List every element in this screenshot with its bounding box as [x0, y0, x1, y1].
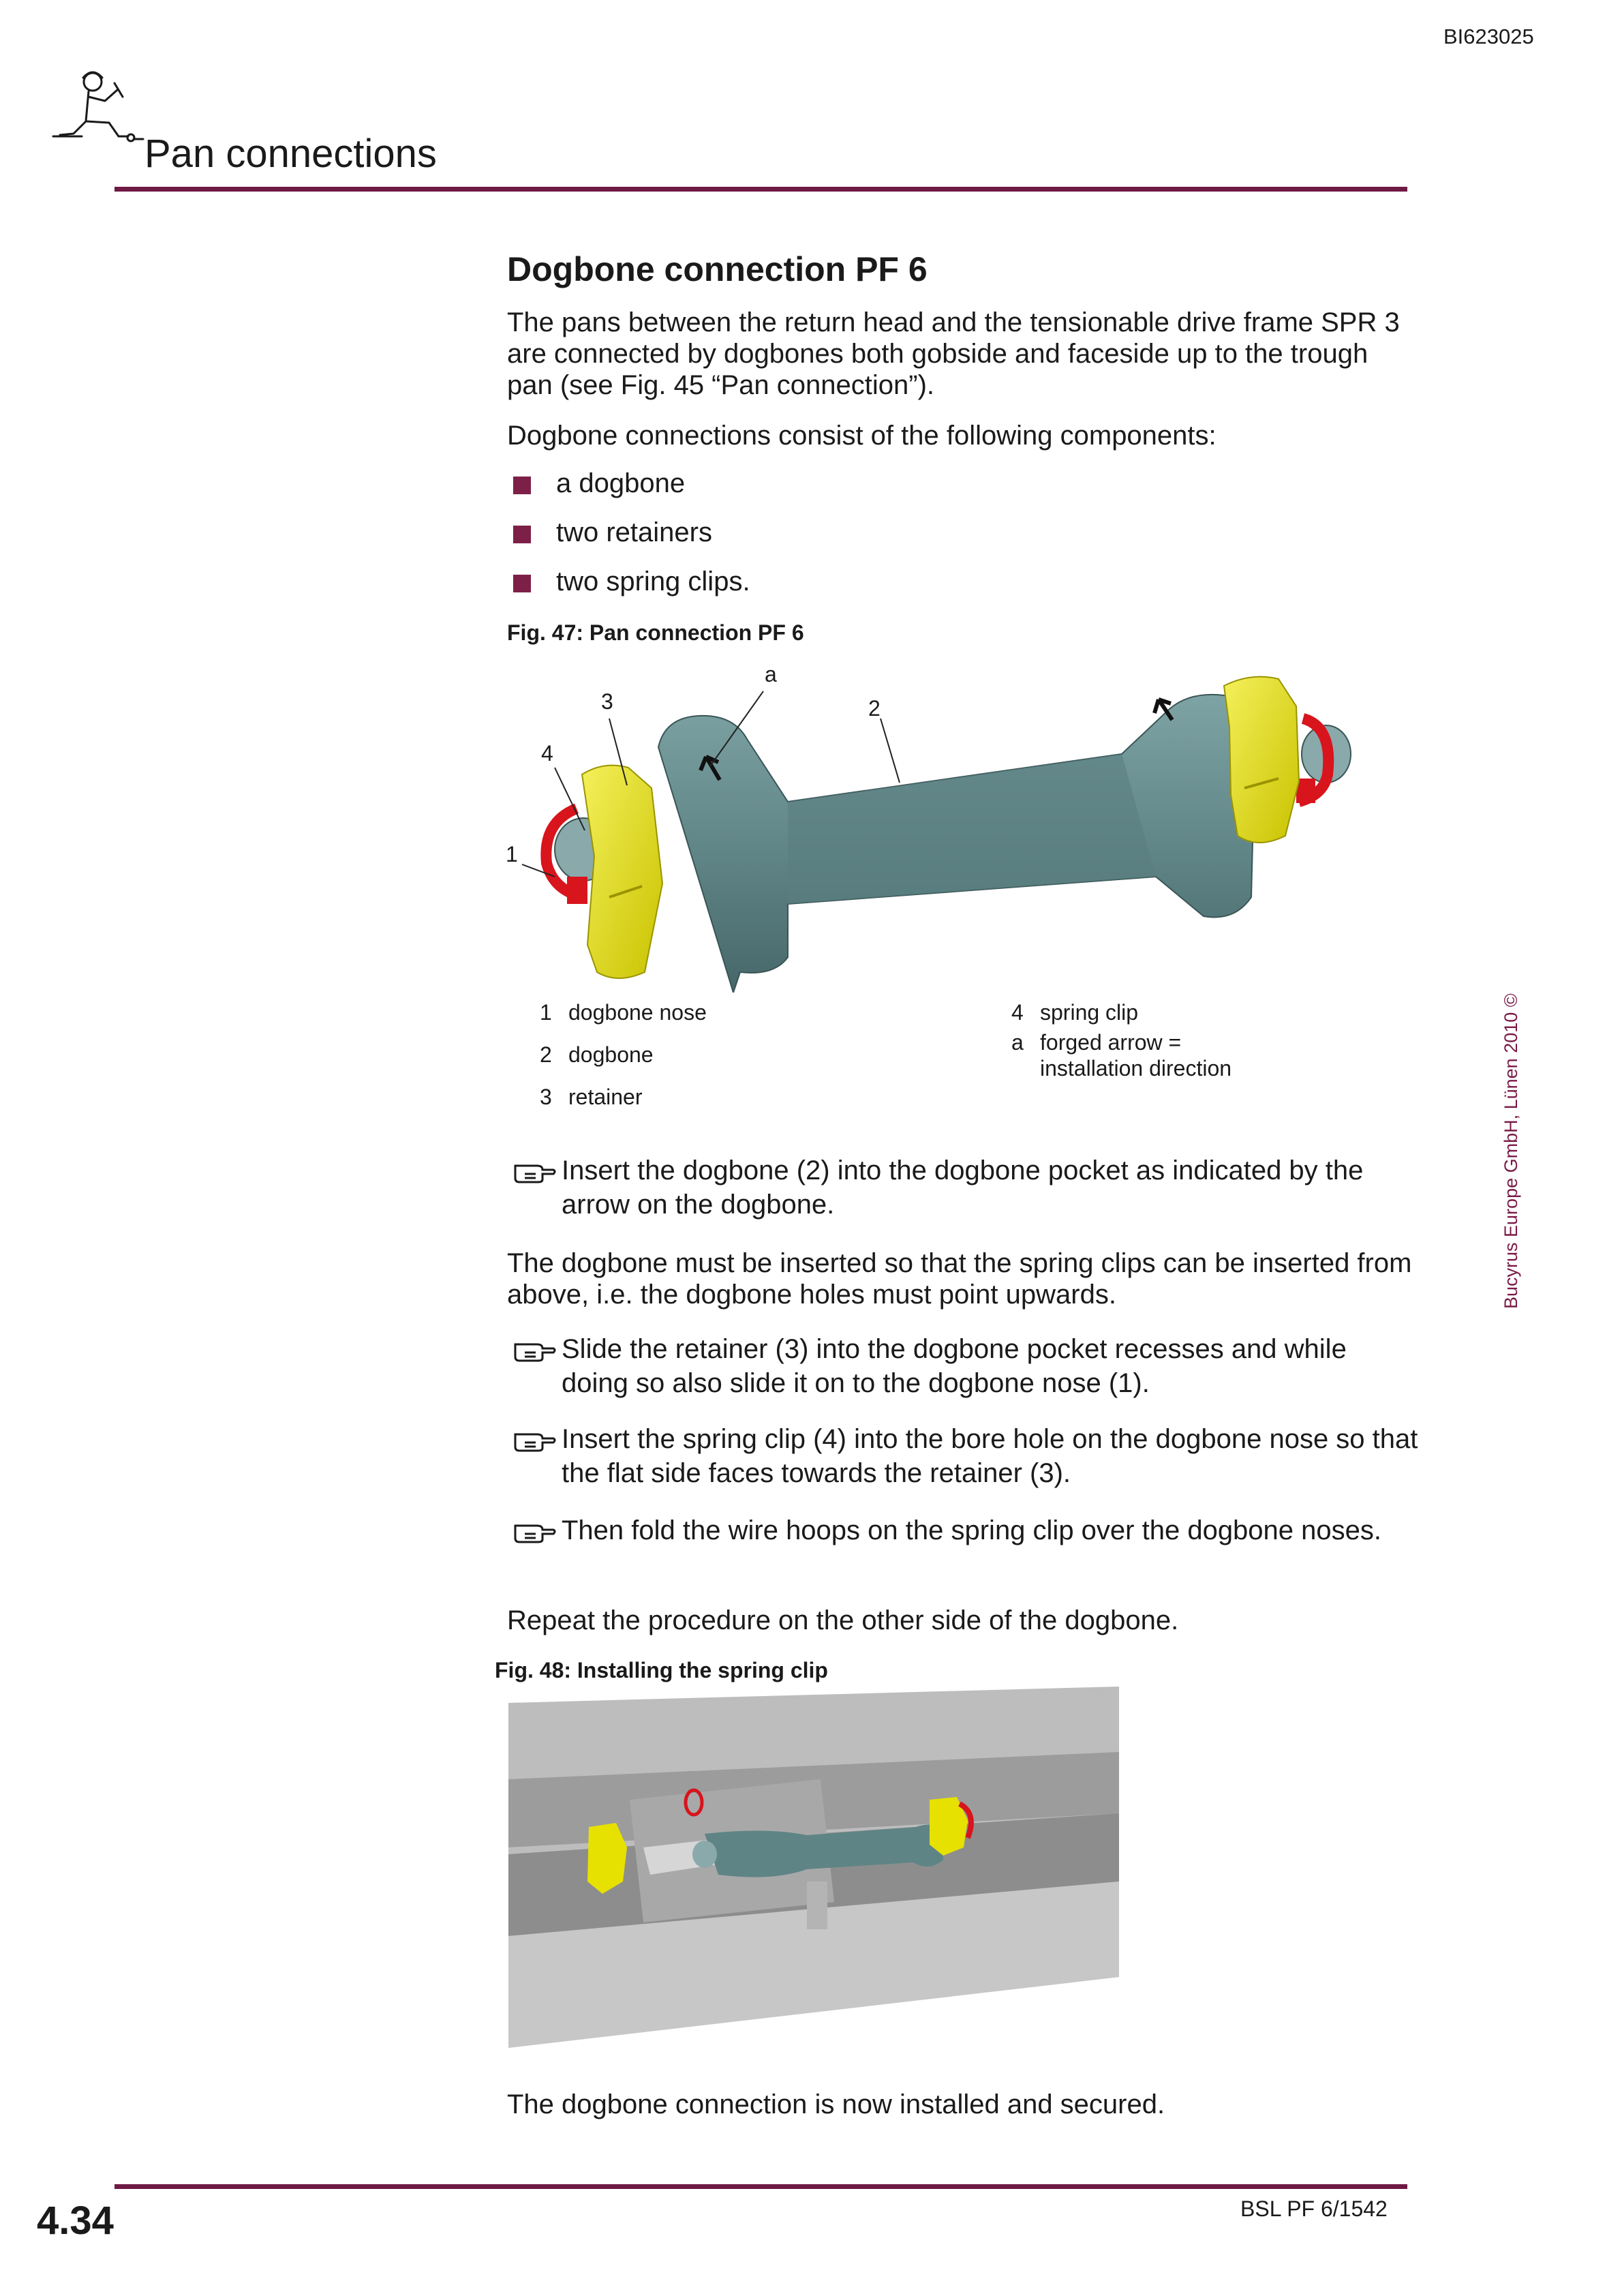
document-id: BI623025 [1443, 25, 1534, 48]
copyright-notice: Bucyrus Europe GmbH, Lünen 2010 © [1501, 993, 1521, 1309]
figure-47-caption: Fig. 47: Pan connection PF 6 [507, 620, 804, 645]
legend-item: 4 spring clip [1011, 1000, 1139, 1025]
components-list [507, 468, 750, 615]
list-item: a dogbone [507, 468, 750, 517]
callout-1: 1 [506, 842, 518, 866]
intro-paragraph: The pans between the return head and the tensionable drive frame SPR 3 are connected by dogbones both gobside and faceside up to the trough pan (see Fig. 45 “Pan connection”). [507, 307, 1400, 400]
instruction-step-2: Slide the retainer (3) into the dogbone pocket recesses and while doing so also slide it on to the dogbone nose (1). [512, 1332, 1419, 1400]
callout-2: 2 [868, 696, 881, 721]
instruction-step-4: Then fold the wire hoops on the spring clip over the dogbone noses. [512, 1513, 1419, 1547]
header-rule [114, 187, 1407, 192]
document-code: BSL PF 6/1542 [1240, 2196, 1388, 2221]
figure-47-dogbone-illustration [502, 652, 1418, 993]
figure-48-installation-illustration [507, 1677, 1120, 2052]
components-intro: Dogbone connections consist of the following components: [507, 421, 1216, 451]
footer-rule [114, 2184, 1407, 2189]
legend-item: 3 retainer [540, 1085, 643, 1109]
instruction-step-3: Insert the spring clip (4) into the bore hole on the dogbone nose so that the flat side faces towards the retainer (3). [512, 1422, 1419, 1490]
note-paragraph: The dogbone must be inserted so that the spring clips can be inserted from above, i.e. the dogbone holes must point upwards. [507, 1248, 1412, 1310]
bullet-square-icon [513, 477, 531, 494]
figure-48-caption: Fig. 48: Installing the spring clip [495, 1658, 828, 1682]
legend-item: a forged arrow = installation direction [1011, 1030, 1232, 1081]
pointing-hand-icon [512, 1517, 556, 1545]
section-title: Pan connections [144, 132, 437, 176]
figure-47-legend-left [540, 999, 707, 1110]
pointing-hand-icon [512, 1158, 556, 1185]
callout-3: 3 [601, 689, 613, 714]
bullet-square-icon [513, 526, 531, 543]
mechanic-worker-icon [44, 63, 146, 172]
instruction-step-1: Insert the dogbone (2) into the dogbone pocket as indicated by the arrow on the dogbone. [512, 1153, 1419, 1222]
list-item: two spring clips. [507, 566, 750, 615]
final-paragraph: The dogbone connection is now installed and secured. [507, 2089, 1165, 2119]
callout-4: 4 [541, 741, 553, 766]
callout-a: a [765, 662, 777, 686]
list-item: two retainers [507, 517, 750, 566]
legend-item: 1 dogbone nose [540, 1000, 707, 1025]
pointing-hand-icon [512, 1426, 556, 1453]
repeat-paragraph: Repeat the procedure on the other side of the dogbone. [507, 1605, 1179, 1635]
page-heading: Dogbone connection PF 6 [507, 250, 928, 288]
bullet-square-icon [513, 575, 531, 592]
pointing-hand-icon [512, 1336, 556, 1363]
page-number: 4.34 [37, 2199, 114, 2243]
legend-item: 2 dogbone [540, 1042, 654, 1067]
figure-47-legend-right [1011, 999, 1231, 1081]
